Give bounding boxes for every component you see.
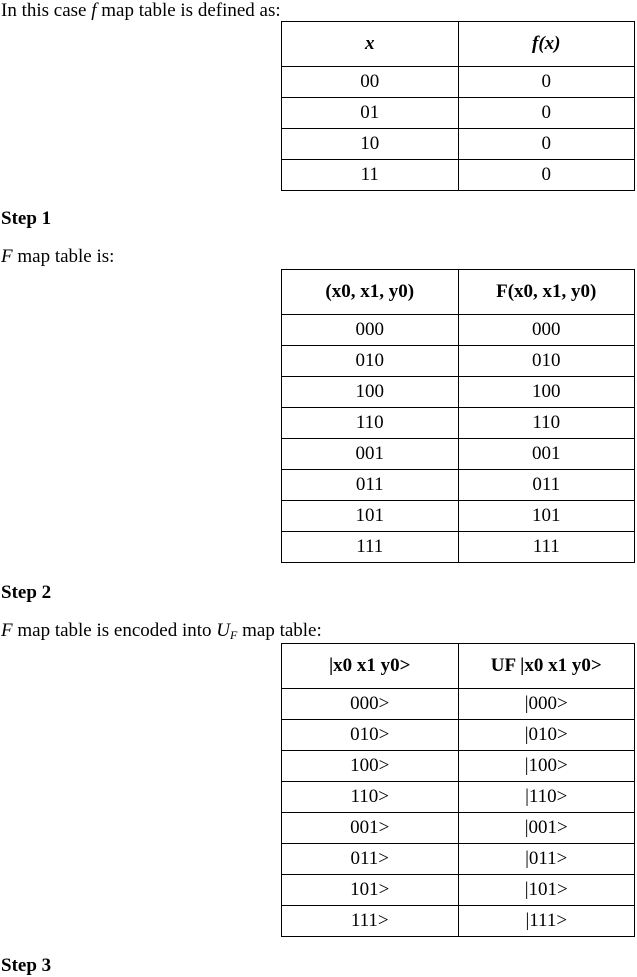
table-header-input: (x0, x1, y0) xyxy=(282,270,459,315)
table-cell: 111 xyxy=(458,532,635,563)
table-header-fx: f(x) xyxy=(458,22,635,67)
table-cell: 011 xyxy=(458,470,635,501)
table-row xyxy=(282,501,635,532)
table-cell: 100 xyxy=(282,377,459,408)
step1-title: Step 1 xyxy=(1,208,52,229)
step2-title: Step 2 xyxy=(1,582,52,603)
table-cell: 111 xyxy=(282,532,459,563)
table-cell: 100> xyxy=(282,751,459,782)
table-cell: 001 xyxy=(282,439,459,470)
table-cell: 01 xyxy=(282,98,459,129)
intro-suffix: map table is defined as: xyxy=(96,0,281,21)
table-row xyxy=(282,689,635,720)
F-map-table xyxy=(281,269,635,563)
table-header-row xyxy=(282,644,635,689)
table-cell: 000> xyxy=(282,689,459,720)
table-header-uf: UF |x0 x1 y0> xyxy=(458,644,635,689)
table-cell: 101 xyxy=(458,501,635,532)
intro-prefix: In this case xyxy=(1,0,92,21)
table-cell: |000> xyxy=(458,689,635,720)
step2-F: F xyxy=(1,620,13,641)
table-header-row xyxy=(282,22,635,67)
step1-text xyxy=(1,247,114,266)
table-row xyxy=(282,346,635,377)
table-row xyxy=(282,98,635,129)
table-cell: 00 xyxy=(282,67,459,98)
table-cell: 101> xyxy=(282,875,459,906)
step1-F: F xyxy=(1,246,13,267)
table-header-row xyxy=(282,270,635,315)
table-header-output: F(x0, x1, y0) xyxy=(458,270,635,315)
intro-text xyxy=(1,1,281,20)
table-cell: 10 xyxy=(282,129,459,160)
table-cell: 0 xyxy=(458,67,635,98)
step3-title: Step 3 xyxy=(1,955,52,976)
table-cell: |111> xyxy=(458,906,635,937)
table-row xyxy=(282,782,635,813)
table-row xyxy=(282,875,635,906)
table-cell: 010 xyxy=(282,346,459,377)
table-cell: 001> xyxy=(282,813,459,844)
table-row xyxy=(282,813,635,844)
table-cell: |101> xyxy=(458,875,635,906)
table-row xyxy=(282,470,635,501)
table-row xyxy=(282,377,635,408)
step2-U: U xyxy=(216,620,231,641)
f-map-table xyxy=(281,21,635,191)
table-cell: 110> xyxy=(282,782,459,813)
table-cell: 111> xyxy=(282,906,459,937)
table-cell: 101 xyxy=(282,501,459,532)
table-row xyxy=(282,160,635,191)
table-cell: 11 xyxy=(282,160,459,191)
step2-label: map table is encoded into xyxy=(12,620,217,641)
table-cell: |011> xyxy=(458,844,635,875)
intro-f: f xyxy=(91,0,97,21)
table-row xyxy=(282,67,635,98)
step2-U-sub: F xyxy=(230,628,238,642)
table-header-x: x xyxy=(282,22,459,67)
table-cell: 011 xyxy=(282,470,459,501)
table-row xyxy=(282,844,635,875)
table-cell: 000 xyxy=(458,315,635,346)
table-cell: 011> xyxy=(282,844,459,875)
step2-suffix: map table: xyxy=(237,620,322,641)
table-cell: 010 xyxy=(458,346,635,377)
table-row xyxy=(282,129,635,160)
step1-label: map table is: xyxy=(12,246,115,267)
table-cell: |100> xyxy=(458,751,635,782)
table-cell: 0 xyxy=(458,98,635,129)
table-cell: |010> xyxy=(458,720,635,751)
table-row xyxy=(282,906,635,937)
table-cell: 000 xyxy=(282,315,459,346)
table-header-ket: |x0 x1 y0> xyxy=(282,644,459,689)
table-row xyxy=(282,439,635,470)
table-cell: 0 xyxy=(458,129,635,160)
table-row xyxy=(282,751,635,782)
step2-text xyxy=(1,621,322,640)
table-cell: 110 xyxy=(458,408,635,439)
table-cell: 110 xyxy=(282,408,459,439)
table-row xyxy=(282,408,635,439)
table-cell: 001 xyxy=(458,439,635,470)
table-cell: |110> xyxy=(458,782,635,813)
table-row xyxy=(282,315,635,346)
table-cell: |001> xyxy=(458,813,635,844)
table-row xyxy=(282,720,635,751)
table-cell: 100 xyxy=(458,377,635,408)
table-cell: 0 xyxy=(458,160,635,191)
table-row xyxy=(282,532,635,563)
table-cell: 010> xyxy=(282,720,459,751)
UF-map-table xyxy=(281,643,635,937)
